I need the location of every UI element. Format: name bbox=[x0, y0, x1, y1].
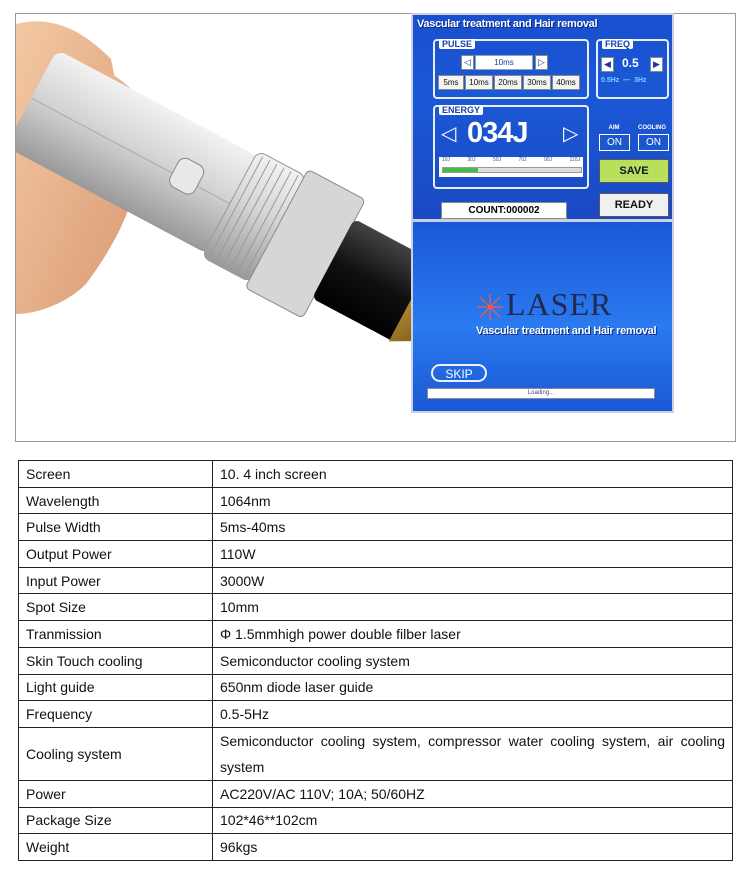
spec-row bbox=[19, 487, 733, 514]
spec-value: Semiconductor cooling system bbox=[213, 647, 733, 674]
ready-button[interactable]: READY bbox=[599, 193, 669, 217]
energy-tick-70: 70J bbox=[518, 157, 527, 163]
spec-row bbox=[19, 701, 733, 728]
spec-row bbox=[19, 647, 733, 674]
energy-tick-10: 10J bbox=[442, 157, 451, 163]
pulse-option-40ms[interactable]: 40ms bbox=[552, 75, 580, 90]
skip-button[interactable]: SKIP bbox=[431, 364, 487, 382]
spec-row bbox=[19, 674, 733, 701]
spec-row bbox=[19, 834, 733, 861]
energy-decrease-button[interactable]: ◁ bbox=[441, 123, 457, 145]
energy-slider-fill bbox=[443, 168, 478, 172]
energy-tick-30: 30J bbox=[467, 157, 476, 163]
spec-key: Wavelength bbox=[19, 487, 213, 514]
pulse-option-30ms[interactable]: 30ms bbox=[523, 75, 551, 90]
aim-toggle[interactable]: ON bbox=[599, 134, 630, 151]
spec-key: Pulse Width bbox=[19, 514, 213, 541]
spec-row bbox=[19, 567, 733, 594]
spec-key: Output Power bbox=[19, 541, 213, 568]
spec-row bbox=[19, 780, 733, 807]
spec-value: 10mm bbox=[213, 594, 733, 621]
spec-value: Semiconductor cooling system, compressor water cooling system, air cooling system bbox=[213, 727, 733, 780]
energy-slider-track[interactable] bbox=[442, 167, 582, 173]
spec-key: Frequency bbox=[19, 701, 213, 728]
energy-tick-50: 50J bbox=[493, 157, 502, 163]
cooling-label: COOLING bbox=[638, 125, 666, 131]
spec-row bbox=[19, 461, 733, 488]
control-screen bbox=[411, 13, 674, 221]
freq-label: FREQ bbox=[602, 39, 633, 49]
spec-value: 0.5-5Hz bbox=[213, 701, 733, 728]
spec-key: Power bbox=[19, 780, 213, 807]
spec-value: 3000W bbox=[213, 567, 733, 594]
spec-value: 10. 4 inch screen bbox=[213, 461, 733, 488]
spec-table-body bbox=[19, 461, 733, 861]
splash-subtitle: Vascular treatment and Hair removal bbox=[476, 325, 657, 337]
laser-logo: LASER bbox=[506, 286, 613, 322]
starburst-icon bbox=[475, 292, 505, 322]
loading-bar bbox=[427, 388, 655, 399]
aim-label: AIM bbox=[608, 125, 620, 131]
loading-text: Loading... bbox=[527, 390, 555, 396]
spec-row bbox=[19, 541, 733, 568]
energy-tick-90: 90J bbox=[544, 157, 553, 163]
freq-panel bbox=[596, 39, 669, 99]
spec-row bbox=[19, 807, 733, 834]
spec-value: 5ms-40ms bbox=[213, 514, 733, 541]
spec-row bbox=[19, 514, 733, 541]
spec-key: Package Size bbox=[19, 807, 213, 834]
spec-row bbox=[19, 727, 733, 780]
pulse-option-10ms[interactable]: 10ms bbox=[465, 75, 493, 90]
spec-key: Tranmission bbox=[19, 621, 213, 648]
spec-key: Cooling system bbox=[19, 727, 213, 780]
laser-handpiece-image bbox=[16, 14, 426, 441]
energy-value: 034J bbox=[467, 117, 528, 149]
pulse-decrease-button[interactable]: ◁ bbox=[461, 55, 474, 70]
spec-key: Weight bbox=[19, 834, 213, 861]
spec-key: Input Power bbox=[19, 567, 213, 594]
pulse-option-5ms[interactable]: 5ms bbox=[438, 75, 464, 90]
spec-value: AC220V/AC 110V; 10A; 50/60HZ bbox=[213, 780, 733, 807]
spec-row bbox=[19, 594, 733, 621]
pulse-option-20ms[interactable]: 20ms bbox=[494, 75, 522, 90]
spec-value: 102*46**102cm bbox=[213, 807, 733, 834]
spec-value: 1064nm bbox=[213, 487, 733, 514]
spec-key: Skin Touch cooling bbox=[19, 647, 213, 674]
save-button[interactable]: SAVE bbox=[599, 159, 669, 183]
pulse-label: PULSE bbox=[439, 39, 475, 49]
pulse-increase-button[interactable]: ▷ bbox=[535, 55, 548, 70]
spec-key: Screen bbox=[19, 461, 213, 488]
freq-decrease-button[interactable]: ◀ bbox=[601, 57, 614, 72]
spec-table bbox=[18, 460, 733, 861]
freq-range: 0.5Hz — 3Hz bbox=[601, 77, 647, 84]
energy-panel bbox=[433, 105, 589, 189]
splash-screen bbox=[411, 220, 674, 413]
spec-key: Spot Size bbox=[19, 594, 213, 621]
energy-tick-110: 110J bbox=[569, 157, 580, 163]
energy-scale bbox=[439, 157, 583, 177]
freq-value: 0.5 bbox=[622, 56, 639, 70]
spec-value: 650nm diode laser guide bbox=[213, 674, 733, 701]
spec-key: Light guide bbox=[19, 674, 213, 701]
pulse-current-value bbox=[475, 55, 533, 70]
spec-value: 110W bbox=[213, 541, 733, 568]
spec-value: Φ 1.5mmhigh power double filber laser bbox=[213, 621, 733, 648]
freq-increase-button[interactable]: ▶ bbox=[650, 57, 663, 72]
energy-label: ENERGY bbox=[439, 105, 483, 115]
spec-row bbox=[19, 621, 733, 648]
count-display: COUNT:000002 bbox=[441, 202, 567, 219]
screen-title: Vascular treatment and Hair removal bbox=[417, 18, 598, 30]
spec-value: 96kgs bbox=[213, 834, 733, 861]
pulse-panel bbox=[433, 39, 589, 99]
cooling-toggle[interactable]: ON bbox=[638, 134, 669, 151]
energy-increase-button[interactable]: ▷ bbox=[563, 123, 579, 145]
pulse-current-text: 10ms bbox=[494, 58, 514, 67]
